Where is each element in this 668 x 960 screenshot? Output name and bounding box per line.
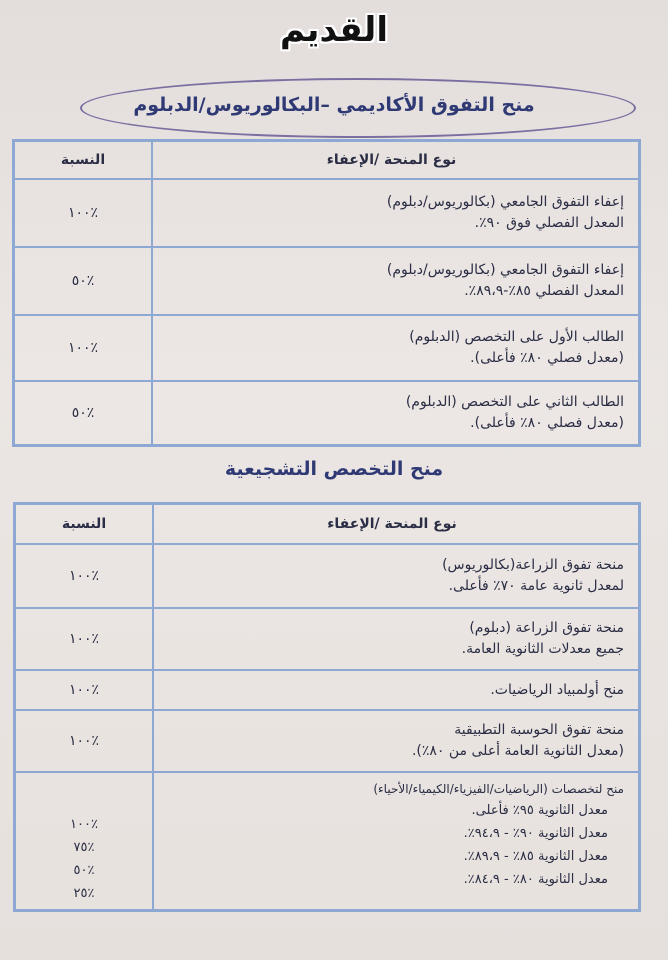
sub-line: معدل الثانوية ٨٠٪ - ٨٤،٩٪. <box>463 872 608 887</box>
pct-cell: ٪١٠٠ <box>68 733 100 749</box>
type-line: منحة تفوق الحوسبة التطبيقية <box>454 722 624 738</box>
scholarship-type-cell <box>151 248 638 314</box>
pct-cell: ٪١٠٠ <box>68 682 100 698</box>
table-row <box>15 248 638 316</box>
column-header-type: نوع المنحة /الإعفاء <box>151 142 638 178</box>
type-line: جميع معدلات الثانوية العامة. <box>461 641 624 657</box>
column-header-pct: النسبة <box>61 516 107 532</box>
table-row <box>16 609 638 671</box>
type-line: إعفاء التفوق الجامعي (بكالوريوس/دبلوم) <box>386 262 624 278</box>
pct-value: ٪١٠٠ <box>70 817 98 832</box>
type-line: الطالب الثاني على التخصص (الدبلوم) <box>405 394 624 410</box>
section1-heading: منح التفوق الأكاديمي –البكالوريوس/الدبلوم <box>133 94 535 116</box>
section2-heading: منح التخصص التشجيعية <box>224 458 444 480</box>
type-line: لمعدل ثانوية عامة ٧٠٪ فأعلى. <box>448 578 624 594</box>
sub-list <box>160 799 624 891</box>
column-header-type: نوع المنحة /الإعفاء <box>152 505 638 543</box>
scholarship-type-cell <box>152 711 638 771</box>
column-header-pct: النسبة <box>60 152 106 168</box>
table-row <box>16 671 638 711</box>
table-row <box>16 773 638 909</box>
stamp-title: القديم <box>280 10 388 50</box>
type-line: منح أولمبياد الرياضيات. <box>490 681 624 698</box>
type-line: (معدل فصلي ٨٠٪ فأعلى). <box>470 415 624 431</box>
pct-cell: ٪١٠٠ <box>67 340 99 356</box>
pct-cell: ٪١٠٠ <box>68 568 100 584</box>
type-line: (معدل فصلي ٨٠٪ فأعلى). <box>470 350 624 366</box>
sub-line: معدل الثانوية ٨٥٪ - ٨٩،٩٪. <box>463 849 608 864</box>
pct-cell <box>16 773 152 909</box>
pct-value: ٪٧٥ <box>73 840 95 855</box>
table-row <box>15 382 638 444</box>
pct-value: ٪٢٥ <box>73 886 95 901</box>
academic-excellence-table <box>12 139 641 447</box>
type-line: (معدل الثانوية العامة أعلى من ٨٠٪). <box>411 743 624 759</box>
table-header-row <box>16 505 638 545</box>
type-line: منح لتخصصات (الرياضيات/الفيزياء/الكيمياء/الأحياء) <box>373 782 624 796</box>
type-line: الطالب الأول على التخصص (الدبلوم) <box>409 329 624 345</box>
type-line: المعدل الفصلي ٨٥٪-٨٩،٩٪. <box>464 283 624 299</box>
scholarship-type-cell <box>152 609 638 669</box>
sub-line: معدل الثانوية ٩٥٪ فأعلى. <box>471 803 608 818</box>
scholarship-type-cell <box>151 316 638 380</box>
encouragement-table <box>13 502 641 912</box>
pct-cell: ٪٥٠ <box>71 405 95 421</box>
type-line: منحة تفوق الزراعة(بكالوريوس) <box>442 557 624 573</box>
table-header-row <box>15 142 638 180</box>
pct-cell: ٪١٠٠ <box>68 631 100 647</box>
type-line: إعفاء التفوق الجامعي (بكالوريوس/دبلوم) <box>386 194 624 210</box>
scholarship-type-cell <box>151 180 638 246</box>
scholarship-type-cell <box>152 671 638 709</box>
pct-value: ٪٥٠ <box>73 863 95 878</box>
sub-line: معدل الثانوية ٩٠٪ - ٩٤،٩٪. <box>463 826 608 841</box>
table-row <box>15 316 638 382</box>
type-line: منحة تفوق الزراعة (دبلوم) <box>469 620 624 636</box>
table-row <box>15 180 638 248</box>
scholarship-type-cell <box>151 382 638 444</box>
table-row <box>16 545 638 609</box>
scholarship-type-cell <box>152 545 638 607</box>
pct-cell: ٪١٠٠ <box>67 205 99 221</box>
scholarship-type-cell <box>152 773 638 909</box>
type-line: المعدل الفصلي فوق ٩٠٪. <box>474 215 624 231</box>
pct-cell: ٪٥٠ <box>71 273 95 289</box>
table-row <box>16 711 638 773</box>
